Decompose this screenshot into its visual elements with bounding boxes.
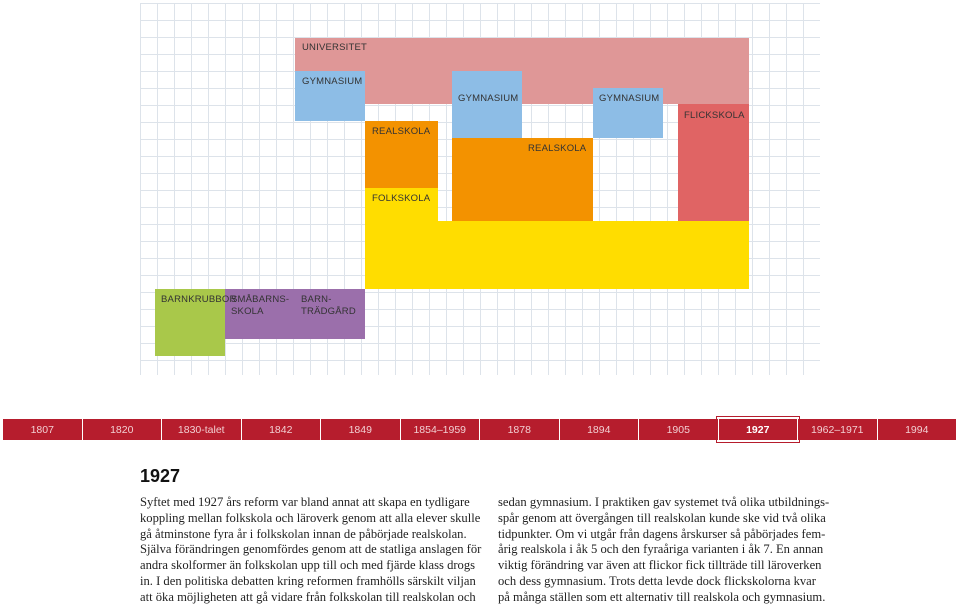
gymnasium-label-2: GYMNASIUM <box>458 93 519 104</box>
folkskola-block-lower <box>365 221 749 289</box>
article-col1-line: koppling mellan folkskola och läroverk genom att alla elever skulle <box>140 510 481 525</box>
article-year-title: 1927 <box>140 466 181 486</box>
article-col2-line: spår genom att övergången till realskolan kunde ske vid två olika <box>498 510 826 525</box>
timeline-item-1962-1971[interactable]: 1962–1971 <box>798 419 877 440</box>
universitet-label: UNIVERSITET <box>302 42 368 53</box>
realskola-label-2: REALSKOLA <box>528 143 587 154</box>
timeline-item-1849[interactable]: 1849 <box>321 419 400 440</box>
article-col2-line: årig realskola i åk 5 och den fyraåriga varianten i åk 7. En annan <box>498 542 824 557</box>
timeline-item-1854-1959[interactable]: 1854–1959 <box>401 419 480 440</box>
timeline-item-1905[interactable]: 1905 <box>639 419 718 440</box>
timeline-item-1878[interactable]: 1878 <box>480 419 559 440</box>
timeline-item-1894[interactable]: 1894 <box>560 419 639 440</box>
article-col1-line: andra skolformer än folkskolan upp till och med fjärde klass drogs <box>140 558 476 573</box>
timeline-item-1830-talet[interactable]: 1830-talet <box>162 419 241 440</box>
gymnasium-label-3: GYMNASIUM <box>599 93 660 104</box>
flickskola-label: FLICKSKOLA <box>684 110 745 121</box>
folkskola-label: FOLKSKOLA <box>372 193 431 204</box>
realskola-label-1: REALSKOLA <box>372 126 431 137</box>
article-col1-line: Syftet med 1927 års reform var bland annat att skapa en tydligare <box>140 495 470 509</box>
article-column-2 <box>498 495 829 606</box>
article-col2-line: tidpunkter. Om vi utgår från dagens årskurser så påbörjades fem- <box>498 526 826 541</box>
article-col2-line: på många ställen som ett alternativ till realskola och gymnasium. <box>498 589 826 604</box>
barntradgard-label-line2: TRÄDGÅRD <box>301 306 356 317</box>
article-col1-line: att öka möjligheten att gå vidare från folkskolan till realskolan och <box>140 589 476 604</box>
article-col1-line: gå åtminstone fyra år i folkskolan innan de påbörjade realskolan. <box>140 526 467 541</box>
smabarnsskola-label-line2: SKOLA <box>231 306 264 317</box>
article-col1-line: in. I den politiska debatten kring reformen framhölls särskilt viljan <box>140 573 476 588</box>
barnkrubbor-label: BARNKRUBBOR <box>161 294 237 305</box>
gymnasium-label-1: GYMNASIUM <box>302 76 363 87</box>
article-col2-line: sedan gymnasium. I praktiken gav systemet två olika utbildnings- <box>498 495 830 509</box>
timeline-item-1807[interactable]: 1807 <box>3 419 82 440</box>
smabarnsskola-label-line1: SMÅBARNS- <box>231 294 290 305</box>
timeline-item-1994[interactable]: 1994 <box>878 419 957 440</box>
timeline-item-1927[interactable]: 1927 <box>719 419 798 440</box>
article-col2-line: viktig förändring var även att flickor fick tillträde till läroverken <box>498 558 822 573</box>
article-col1-line: Själva förändringen genomfördes genom att de statliga anslagen för <box>140 542 482 557</box>
article-column-1 <box>140 495 481 606</box>
timeline-bar <box>3 419 956 440</box>
barntradgard-label-line1: BARN- <box>301 294 332 305</box>
timeline-item-1820[interactable]: 1820 <box>83 419 162 440</box>
article-col2-line: och dess gymnasium. Trots detta levde dock flickskolorna kvar <box>498 573 816 588</box>
timeline-item-1842[interactable]: 1842 <box>242 419 321 440</box>
